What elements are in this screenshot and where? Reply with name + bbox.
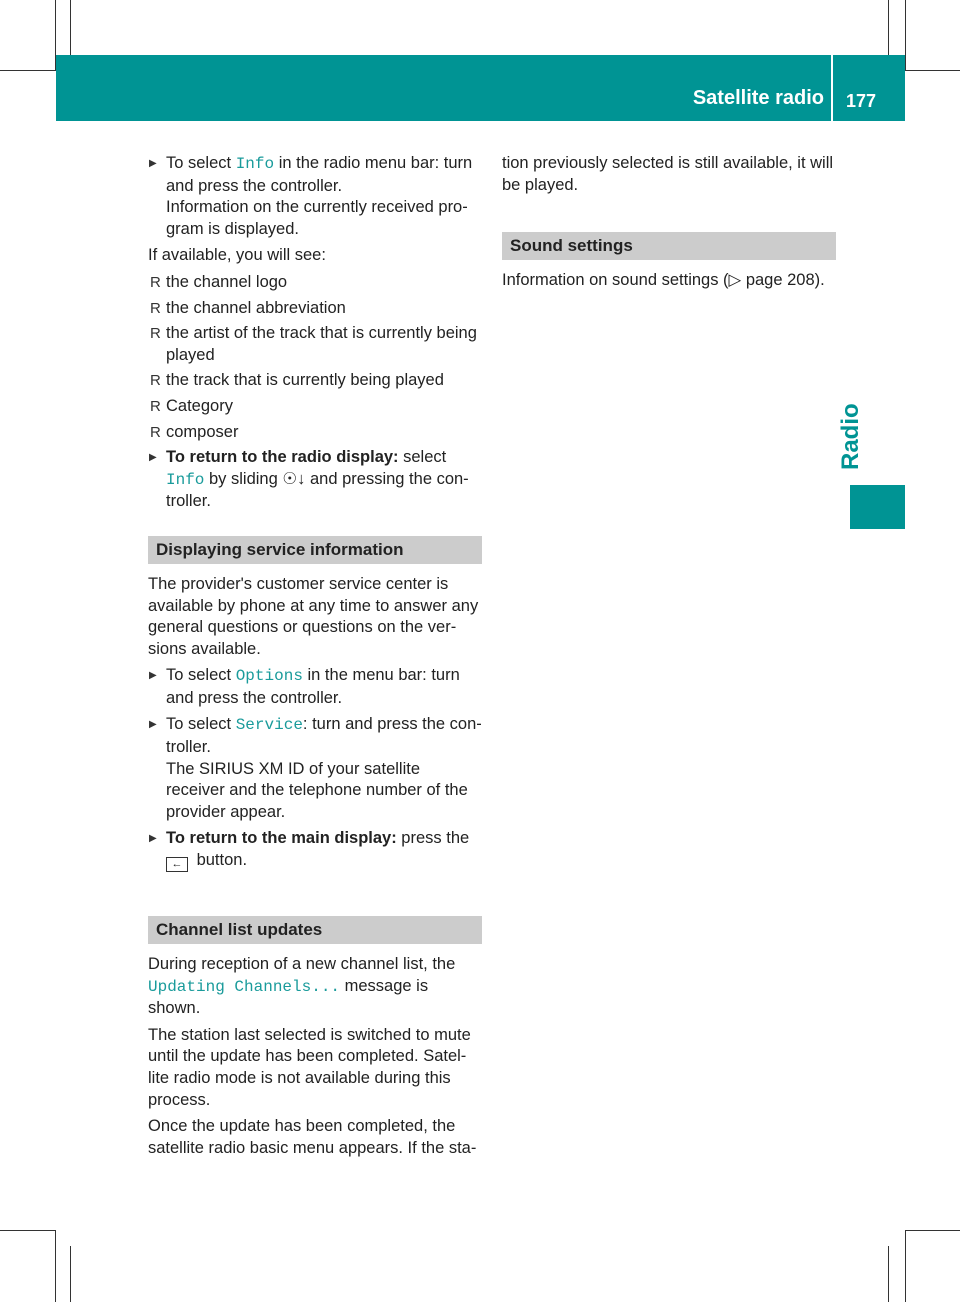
menu-code: Service (235, 716, 303, 735)
chapter-tab-label: Radio (837, 403, 864, 470)
paragraph: The station last selected is switched to mute until the update has been completed. Satel-lite radio mode is not available during this process. (148, 1025, 471, 1109)
instruction-step: ▶ To select Service: turn and press the con-troller. The SIRIUS XM ID of your satellite receiver and the telephone number of the provider appear. (148, 714, 482, 823)
message-code: Updating Channels... (148, 977, 341, 996)
list-item: R composer (148, 422, 482, 444)
paragraph: Information on sound settings (▷ page 208). (502, 271, 825, 290)
step-result: The SIRIUS XM ID of your satellite receiver and the telephone number of the provider appear. (166, 759, 468, 821)
list-item: R the artist of the track that is currently being played (148, 323, 482, 366)
paragraph: tion previously selected is still available, it will be played. (502, 154, 834, 194)
list-item: R the track that is currently being played (148, 370, 482, 392)
section-heading: Displaying service information (148, 536, 482, 564)
step-result: Information on the currently received pro-gram is displayed. (166, 198, 468, 238)
instruction-step: ▶ To select Info in the radio menu bar: turn and press the controller. Information on the currently received pro-gram is displayed. (148, 153, 482, 240)
crop-mark (905, 70, 960, 71)
list-item: R the channel abbreviation (148, 298, 482, 320)
left-column (148, 153, 482, 1164)
instruction-step: ▶ To select Options in the menu bar: turn and press the controller. (148, 665, 482, 709)
menu-code: Info (166, 470, 205, 489)
instruction-step: ▶ To return to the main display: press the ← button. (148, 828, 482, 872)
paragraph: During reception of a new channel list, the Updating Channels... message is shown. (148, 955, 456, 1018)
paragraph: Once the update has been completed, the satellite radio basic menu appears. If the sta- (148, 1117, 477, 1157)
crop-mark (905, 1230, 906, 1302)
crop-mark (70, 1246, 71, 1302)
header-divider (831, 55, 833, 121)
section-title: Satellite radio (692, 87, 824, 109)
crop-mark (888, 1246, 889, 1302)
list-item: R Category (148, 396, 482, 418)
crop-mark (70, 0, 71, 56)
page-number: 177 (846, 91, 877, 111)
menu-code: Info (235, 155, 275, 173)
paragraph: The provider's customer service center is available by phone at any time to answer any general questions or questions on the ver-sions available. (148, 574, 479, 658)
section-heading: Sound settings (502, 232, 836, 260)
crop-mark (888, 0, 889, 56)
menu-code: Options (235, 667, 303, 686)
crop-mark (0, 1230, 56, 1231)
paragraph: If available, you will see: (148, 246, 326, 265)
back-arrow-icon: ← (166, 857, 188, 872)
list-item: R the channel logo (148, 272, 482, 294)
crop-mark (905, 0, 906, 70)
crop-mark (0, 70, 56, 71)
chapter-tab (850, 485, 905, 529)
instruction-step: ▶ To return to the radio display: select Info by sliding ☉↓ and pressing the con-troller. (148, 447, 482, 513)
crop-mark (905, 1230, 960, 1231)
right-column (502, 153, 836, 297)
section-heading: Channel list updates (148, 916, 482, 944)
crop-mark (55, 1230, 56, 1302)
